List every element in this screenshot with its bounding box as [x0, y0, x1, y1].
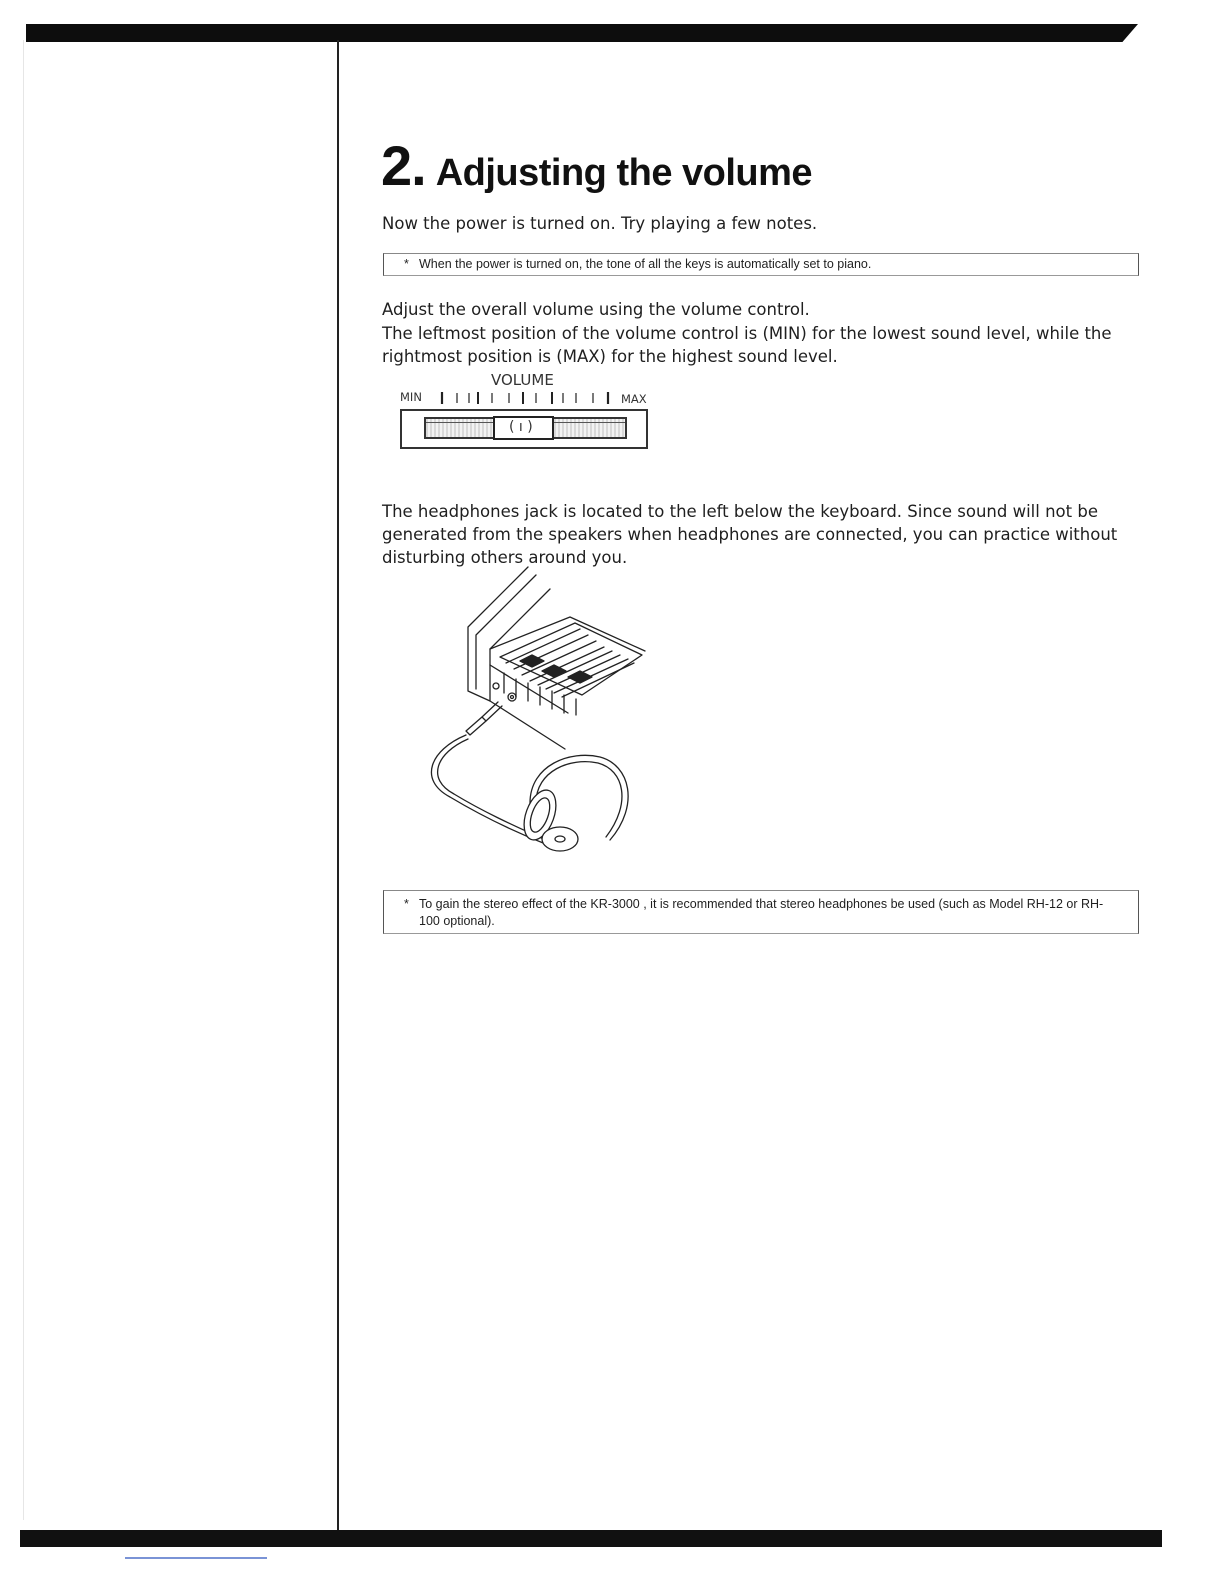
note-box-stereo: [383, 890, 1139, 934]
headphones-paragraph: The headphones jack is located to the left below the keyboard. Since sound will not be generated from the speakers when headphones are connected, you can practice without disturbing others around you.: [382, 502, 1118, 567]
volume-scale-ticks: [440, 391, 620, 405]
volume-label: VOLUME: [491, 371, 554, 389]
volume-max-label: MAX: [621, 392, 647, 406]
bottom-rule: [20, 1530, 1162, 1547]
top-rule: [26, 24, 1138, 42]
section-title: Adjusting the volume: [435, 152, 813, 194]
volume-paragraph-line2: The leftmost position of the volume control is (MIN) for the lowest sound level, while the rightmost position is (MAX) for the highest sound level.: [382, 324, 1112, 366]
section-number: 2.: [381, 134, 426, 197]
section-heading: [381, 134, 813, 197]
note-box-piano: [383, 253, 1139, 276]
volume-slider-knob: [493, 416, 554, 440]
note-marker: *: [404, 257, 409, 271]
left-margin-line: [23, 40, 24, 1520]
bottom-accent-line: [125, 1557, 267, 1559]
volume-min-label: MIN: [400, 390, 422, 404]
note-text-stereo: To gain the stereo effect of the KR-3000 , it is recommended that stereo headphones be used (such as Model RH-12 or RH-100 optional).: [419, 897, 1104, 928]
intro-text: Now the power is turned on. Try playing a few notes.: [382, 214, 818, 233]
headphones-illustration: [420, 565, 660, 865]
note-marker: *: [404, 897, 409, 911]
column-divider: [337, 40, 339, 1532]
volume-paragraph-line1: Adjust the overall volume using the volume control.: [382, 300, 810, 319]
note-text-piano: When the power is turned on, the tone of all the keys is automatically set to piano.: [419, 257, 872, 271]
